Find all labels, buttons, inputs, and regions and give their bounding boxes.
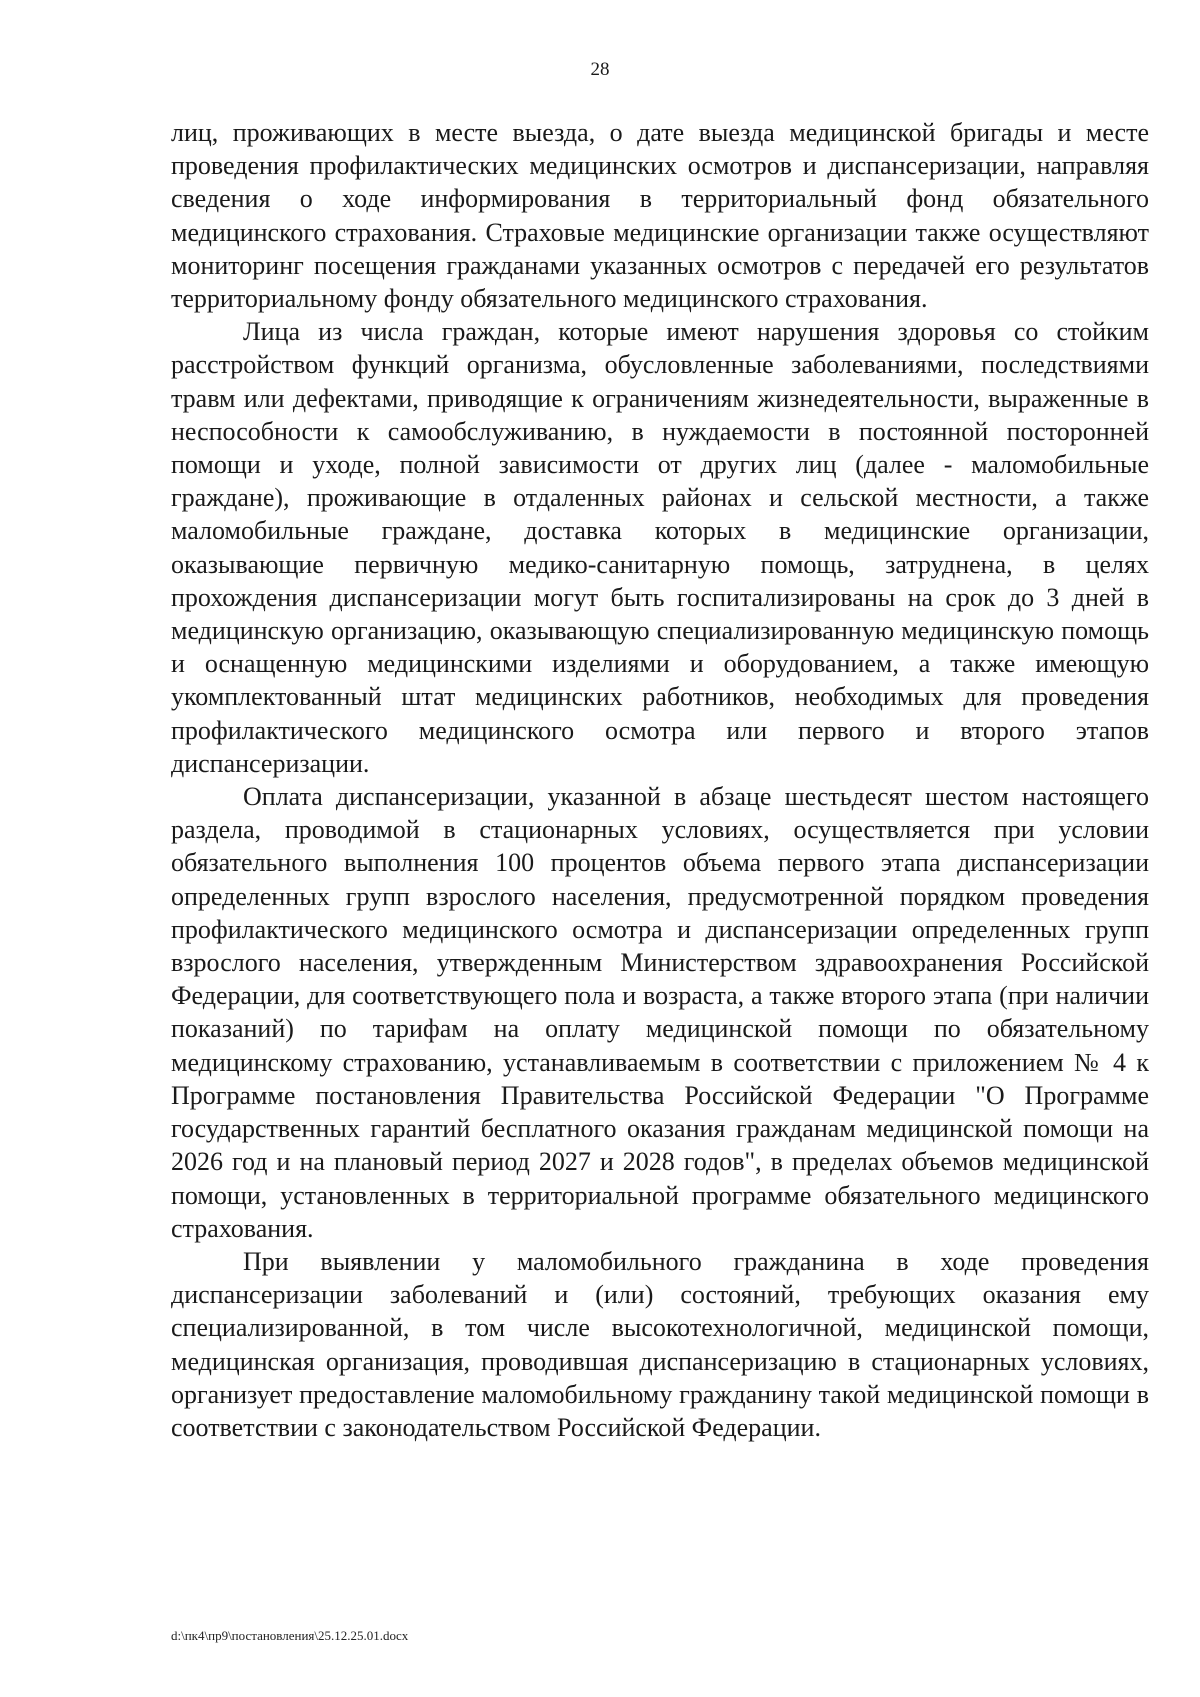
paragraph-payment-conditions: Оплата диспансеризации, указанной в абзаце шестьдесят шестом настоящего раздела, проводимой в стационарных условиях, осуществляется при условии обязательного выполнения 100 процентов объема первого этапа диспансеризации определенных групп взрослого населения, предусмотренной порядком проведения профилактического медицинского осмотра и диспансеризации определенных групп взрослого населения, утвержденным Министерством здравоохранения Российской Федерации, для соответствующего пола и возраста, а также второго этапа (при наличии показаний) по тарифам на оплату медицинской помощи по обязательному медицинскому страхованию, устанавливаемым в соответствии с приложением № 4 к Программе постановления Правительства Российской Федерации "О Программе государственных гарантий бесплатного оказания гражданам медицинской помощи на 2026 год и на плановый период 2027 и 2028 годов", в пределах объемов медицинской помощи, установленных в территориальной программе обязательного медицинского страхования. [171, 782, 1149, 1243]
paragraph-limited-mobility-hospitalization: Лица из числа граждан, которые имеют нарушения здоровья со стойким расстройством функций организма, обусловленные заболеваниями, последствиями травм или дефектами, приводящие к ограничениям жизнедеятельности, выраженные в неспособности к самообслуживанию, в нуждаемости в постоянной посторонней помощи и уходе, полной зависимости от других лиц (далее - маломобильные граждане), проживающие в отдаленных районах и сельской местности, а также маломобильные граждане, доставка которых в медицинские организации, оказывающие первичную медико-санитарную помощь, затруднена, в целях прохождения диспансеризации могут быть госпитализированы на срок до 3 дней в медицинскую организацию, оказывающую специализированную медицинскую помощь и оснащенную медицинскими изделиями и оборудованием, а также имеющую укомплектованный штат медицинских работников, необходимых для проведения профилактического медицинского осмотра или первого и второго этапов диспансеризации. [171, 317, 1149, 778]
paragraph-specialized-care: При выявлении у маломобильного гражданина в ходе проведения диспансеризации заболеваний и (или) состояний, требующих оказания ему специализированной, в том числе высокотехнологичной, медицинской помощи, медицинская организация, проводившая диспансеризацию в стационарных условиях, организует предоставление маломобильному гражданину такой медицинской помощи в соответствии с законодательством Российской Федерации. [171, 1246, 1149, 1442]
footer-file-path: d:\пк4\пр9\постановления\25.12.25.01.docx [171, 1628, 409, 1643]
page-number: 28 [590, 59, 610, 80]
paragraph-continuation: лиц, проживающих в месте выезда, о дате выезда медицинской бригады и месте проведения профилактических медицинских осмотров и диспансеризации, направляя сведения о ходе информирования в территориальный фонд обязательного медицинского страхования. Страховые медицинские организации также осуществляют мониторинг посещения гражданами указанных осмотров с передачей его результатов территориальному фонду обязательного медицинского страхования. [171, 118, 1149, 314]
document-body [171, 116, 1149, 1444]
